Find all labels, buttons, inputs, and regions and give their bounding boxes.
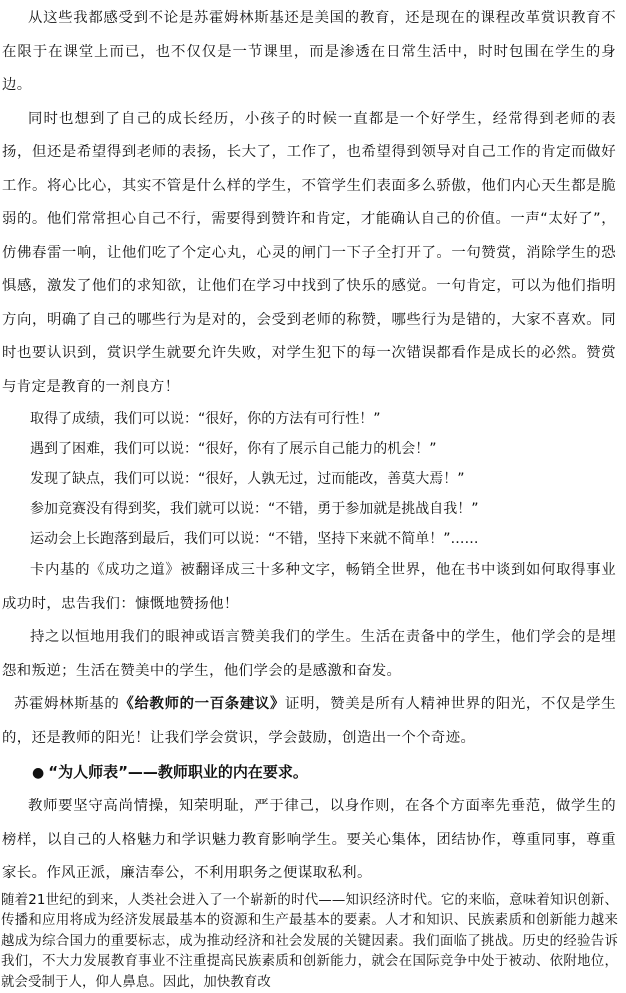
praise-example: 参加竞赛没有得到奖，我们就可以说：“不错，勇于参加就是挑战自我！” <box>0 494 626 524</box>
praise-example: 取得了成绩，我们可以说：“很好，你的方法有可行性！” <box>0 404 626 434</box>
section-heading-text: “为人师表”——教师职业的内在要求。 <box>48 763 308 781</box>
paragraph-text: 苏霍姆林斯基的 <box>14 696 119 712</box>
paragraph-carnegie: 卡内基的《成功之道》被翻译成三十多种文字，畅销全世界，他在书中谈到如何取得事业成功时，忠告我们：慷慨地赞扬他！ <box>0 554 626 621</box>
paragraph-personal-experience: 同时也想到了自己的成长经历，小孩子的时候一直都是一个好学生，经常得到老师的表扬，但还是希望得到老师的表扬，长大了，工作了，也希望得到领导对自己工作的肯定而做好工作。将心比心，其实不管是什么样的学生，不管学生们表面多么骄傲，他们内心天生都是脆弱的。他们常常担心自己不行，需要得到赞许和肯定，才能确认自己的价值。一声“太好了”，仿佛春雷一响，让他们吃了个定心丸，心灵的闸门一下子全打开了。一句赞赏，消除学生的恐惧感，激发了他们的求知欲，让他们在学习中找到了快乐的感觉。一句肯定，可以为他们指明方向，明确了自己的哪些行为是对的，会受到老师的称赞，哪些行为是错的，大家不喜欢。同时也要认识到，赏识学生就要允许失败，对学生犯下的每一次错误都看作是成长的必然。赞赏与肯定是教育的一剂良方！ <box>0 103 626 405</box>
paragraph-sukhomlinsky <box>0 688 626 755</box>
paragraph-text: 证明，赞美是所有人精神世界的阳光，不仅是学生的，还是教师的阳光！让我们学会赏识，学会鼓励，创造出一个个奇迹。 <box>2 696 616 746</box>
bullet-icon: ● <box>32 765 44 781</box>
paragraph-knowledge-economy: 随着21世纪的到来，人类社会进入了一个崭新的时代——知识经济时代。它的来临，意味着知识创新、传播和应用将成为经济发展最基本的资源和生产最基本的要素。人才和知识、民族素质和创新能力越来越成为综合国力的重要标志，成为推动经济和社会发展的关键因素。我们面临了挑战。历史的经验告诉我们，不大力发展教育事业不注重提高民族素质和创新能力，就会在国际竞争中处于被动、依附地位，就会受制于人，仰人鼻息。因此，加快教育改 <box>0 891 626 993</box>
paragraph-appreciation-education: 从这些我都感受到不论是苏霍姆林斯基还是美国的教育，还是现在的课程改革赏识教育不在限于在课堂上而已，也不仅仅是一节课里，而是渗透在日常生活中，时时包围在学生的身边。 <box>0 0 626 103</box>
praise-example: 遇到了困难，我们可以说：“很好，你有了展示自己能力的机会！” <box>0 434 626 464</box>
praise-example: 发现了缺点，我们可以说：“很好，人孰无过，过而能改，善莫大焉！” <box>0 464 626 494</box>
section-heading <box>0 755 626 790</box>
praise-example: 运动会上长跑落到最后，我们可以说：“不错，坚持下来就不简单！”…… <box>0 524 626 554</box>
paragraph-teacher-conduct: 教师要坚守高尚情操，知荣明耻，严于律己，以身作则，在各个方面率先垂范，做学生的榜样，以自己的人格魅力和学识魅力教育影响学生。要关心集体，团结协作，尊重同事，尊重家长。作风正派，廉洁奉公，不利用职务之便谋取私利。 <box>0 790 626 891</box>
praise-examples-list <box>0 404 626 554</box>
paragraph-persist-praise: 持之以恒地用我们的眼神或语言赞美我们的学生。生活在责备中的学生，他们学会的是埋怨和叛逆；生活在赞美中的学生，他们学会的是感激和奋发。 <box>0 621 626 688</box>
book-title: 《给教师的一百条建议》 <box>119 696 285 712</box>
